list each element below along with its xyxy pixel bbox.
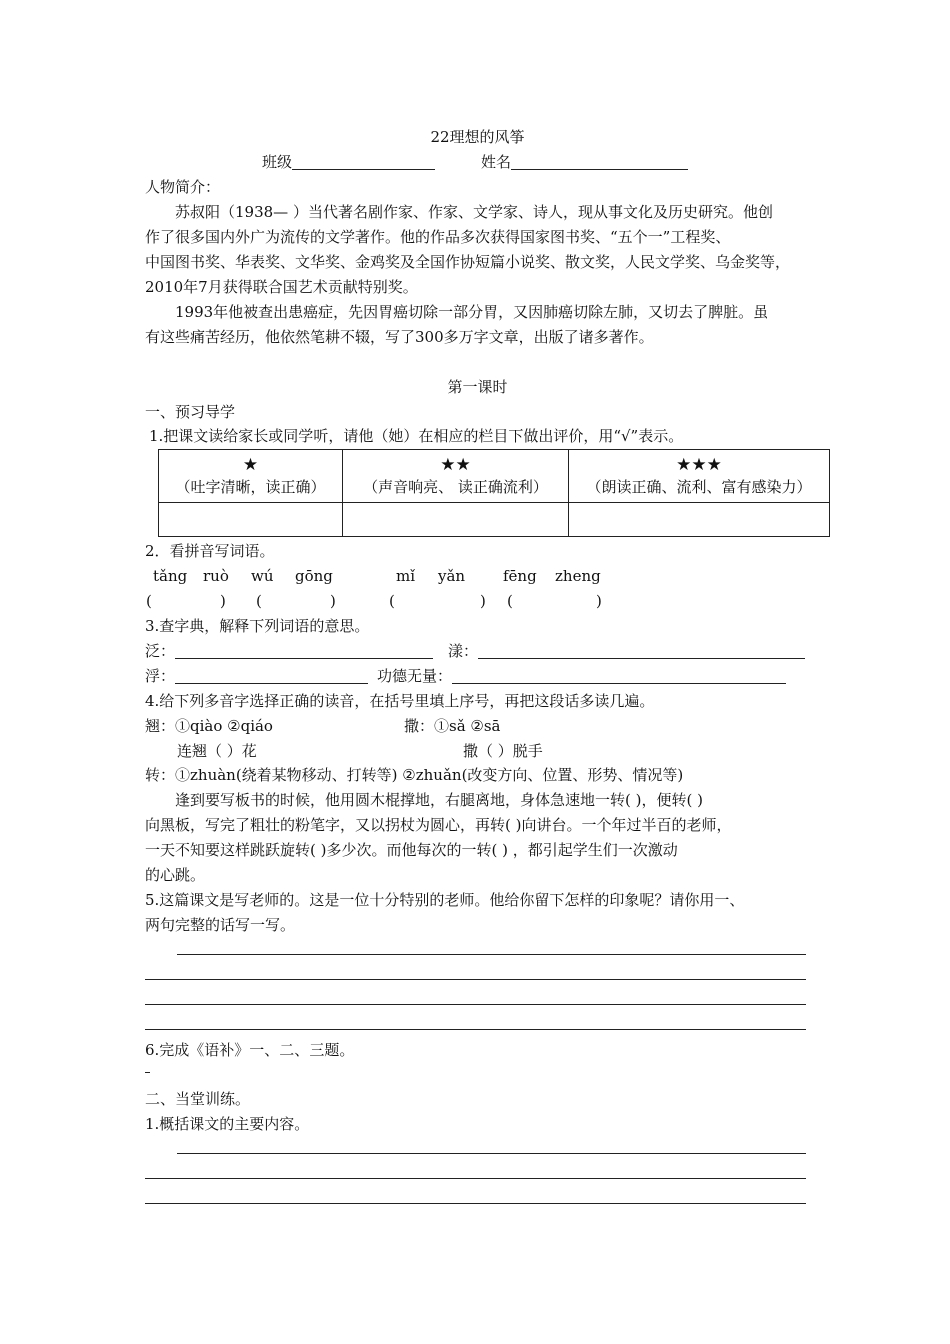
name-label: 姓名: [481, 153, 512, 171]
answer-2-open-paren: (: [256, 592, 262, 610]
stray-mark: [145, 1072, 150, 1073]
class-input-line[interactable]: [292, 153, 435, 170]
summary-answer-line-3[interactable]: [145, 1203, 806, 1204]
word-fan: [145, 641, 433, 661]
qiao-readings: 翘：①qiào ②qiáo: [145, 717, 273, 735]
eval-cell-1[interactable]: [159, 503, 343, 537]
question-6: 6.完成《语补》一、二、三题。: [145, 1041, 355, 1059]
lesson-title: 第一课时: [447, 378, 508, 396]
zhuan-readings: 转：①zhuàn(绕着某物移动、打转等) ②zhuǎn(改变方向、位置、形势、情况等): [145, 766, 684, 784]
eval-cell-2[interactable]: [343, 503, 569, 537]
question-3: 3.查字典，解释下列词语的意思。: [145, 617, 370, 635]
passage-line2: 向黑板，写完了粗壮的粉笔字，又以拐杖为圆心，再转( )向讲台。一个年过半百的老师，: [145, 816, 732, 834]
intro-p2-line2: 有这些痛苦经历，他依然笔耕不辍，写了300多万字文章，出版了诸多著作。: [145, 328, 654, 346]
answer-4-close-paren: ): [596, 592, 602, 610]
pinyin-5: mǐ: [396, 567, 416, 585]
answer-3-close-paren: ): [480, 592, 486, 610]
eval-header-1: [159, 450, 343, 503]
passage-line3: 一天不知要这样跳跃旋转( )多少次。而他每次的一转( ) ，都引起学生们一次激动: [145, 841, 678, 859]
pinyin-7: fēng: [503, 567, 537, 585]
pinyin-1: tǎng: [153, 567, 188, 585]
name-field: [481, 152, 688, 172]
eval-desc-2: （声音响亮、 读正确流利）: [363, 478, 548, 496]
section-one-heading: 一、预习导学: [145, 403, 236, 421]
name-input-line[interactable]: [511, 153, 688, 170]
passage-line4: 的心跳。: [145, 866, 206, 884]
question-4: 4.给下列多音字选择正确的读音，在括号里填上序号，再把这段话多读几遍。: [145, 692, 655, 710]
eval-desc-3: （朗读正确、流利、富有感染力）: [586, 478, 812, 496]
intro-p1-line4: 2010年7月获得联合国艺术贡献特别奖。: [145, 278, 418, 296]
pinyin-3: wú: [251, 567, 274, 585]
sa-readings: 撒：①sǎ ②sā: [404, 717, 501, 735]
answer-1-open-paren: (: [146, 592, 152, 610]
question-5-line2: 两句完整的话写一写。: [145, 916, 296, 934]
word-fan-answer-line[interactable]: [175, 642, 433, 659]
word-yang: [448, 641, 805, 661]
summary-answer-line-1[interactable]: [177, 1153, 806, 1154]
intro-heading: 人物简介：: [145, 178, 221, 196]
question-1: 1.把课文读给家长或同学听，请他（她）在相应的栏目下做出评价，用“√”表示。: [149, 427, 684, 445]
answer-2-close-paren: ): [330, 592, 336, 610]
page-title: 22理想的风筝: [430, 128, 525, 146]
word-fu: [145, 666, 368, 686]
eval-cell-3[interactable]: [569, 503, 830, 537]
question-2: 2．看拼音写词语。: [145, 542, 275, 560]
sa-word: 撒（ ）脱手: [463, 742, 543, 760]
q5-answer-line-1[interactable]: [177, 954, 806, 955]
q5-answer-line-3[interactable]: [145, 1004, 806, 1005]
passage-line1: 逢到要写板书的时候，他用圆木棍撑地，右腿离地，身体急速地一转( )，便转( ): [175, 791, 703, 809]
word-fu-answer-line[interactable]: [175, 667, 368, 684]
class-field: [262, 152, 435, 172]
eval-desc-1: （吐字清晰，读正确）: [175, 478, 326, 496]
pinyin-4: gōng: [295, 567, 333, 585]
answer-4-open-paren: (: [507, 592, 513, 610]
answer-1-close-paren: ): [220, 592, 226, 610]
word-fu-label: 浮：: [145, 667, 176, 685]
intro-p1-line1: 苏叔阳（1938— ）当代著名剧作家、作家、文学家、诗人，现从事文化及历史研究。他创: [175, 203, 773, 221]
answer-3-open-paren: (: [389, 592, 395, 610]
evaluation-table: [158, 449, 830, 537]
q5-answer-line-4[interactable]: [145, 1029, 806, 1030]
q5-answer-line-2[interactable]: [145, 979, 806, 980]
pinyin-6: yǎn: [438, 567, 466, 585]
summary-answer-line-2[interactable]: [145, 1178, 806, 1179]
word-gongde-label: 功德无量：: [377, 667, 453, 685]
class-label: 班级: [262, 153, 293, 171]
eval-header-3: [569, 450, 830, 503]
intro-p2-line1: 1993年他被查出患癌症，先因胃癌切除一部分胃，又因肺癌切除左肺，又切去了脾脏。虽: [175, 303, 769, 321]
qiao-word: 连翘（ ）花: [177, 742, 257, 760]
word-yang-answer-line[interactable]: [478, 642, 805, 659]
pinyin-8: zheng: [555, 567, 601, 585]
section-two-heading: 二、当堂训练。: [145, 1090, 251, 1108]
pinyin-2: ruò: [203, 567, 229, 585]
section-two-question-1: 1.概括课文的主要内容。: [145, 1115, 310, 1133]
intro-p1-line3: 中国图书奖、华表奖、文华奖、金鸡奖及全国作协短篇小说奖、散文奖，人民文学奖、乌金奖等，: [145, 253, 791, 271]
word-fan-label: 泛：: [145, 642, 176, 660]
question-5-line1: 5.这篇课文是写老师的。这是一位十分特别的老师。他给你留下怎样的印象呢？请你用一、: [145, 891, 745, 909]
word-yang-label: 漾：: [448, 642, 479, 660]
star-rating-2: ★★: [440, 455, 471, 475]
eval-header-2: [343, 450, 569, 503]
word-gongde-answer-line[interactable]: [452, 667, 786, 684]
star-rating-3: ★★★: [676, 455, 722, 475]
word-gongde: [377, 666, 786, 686]
star-rating-1: ★: [242, 455, 259, 475]
intro-p1-line2: 作了很多国内外广为流传的文学著作。他的作品多次获得国家图书奖、“五个一”工程奖、: [145, 228, 731, 246]
